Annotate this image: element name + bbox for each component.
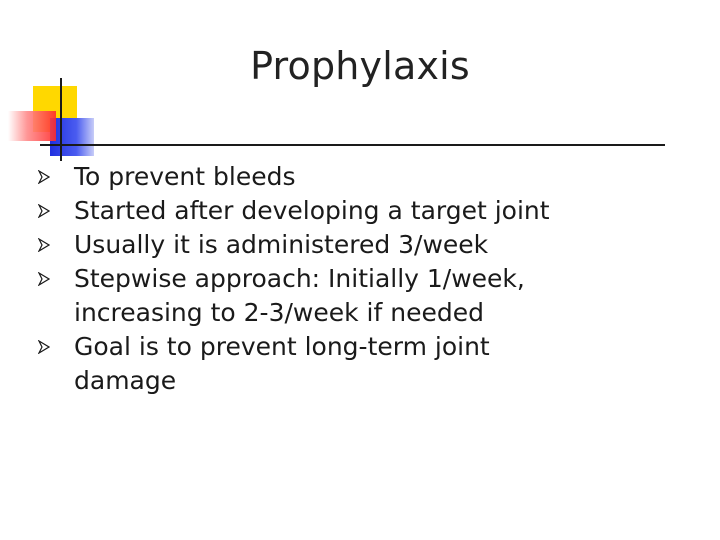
bullet-text: Usually it is administered 3/week xyxy=(74,230,489,259)
bullet-item xyxy=(0,228,720,262)
arrowhead-icon xyxy=(38,228,58,262)
bullet-text: Started after developing a target joint xyxy=(74,196,550,225)
bullet-text: To prevent bleeds xyxy=(74,162,296,191)
bullet-item xyxy=(0,262,720,330)
bullet-text-line: Stepwise approach: Initially 1/week, xyxy=(74,264,525,293)
logo-vertical-rule xyxy=(60,78,62,161)
bullet-item xyxy=(0,160,720,194)
logo-blue-square xyxy=(50,118,94,156)
logo-red-bar xyxy=(8,111,56,141)
title-underline-rule xyxy=(40,144,665,146)
bullet-text-line: damage xyxy=(74,366,177,395)
bullet-item xyxy=(0,330,720,398)
arrowhead-icon xyxy=(38,262,58,296)
bullet-text-line: increasing to 2-3/week if needed xyxy=(74,298,484,327)
slide-title: Prophylaxis xyxy=(250,44,470,88)
bullet-text-line: Goal is to prevent long-term joint xyxy=(74,332,490,361)
bullet-list xyxy=(0,160,720,398)
arrowhead-icon xyxy=(38,160,58,194)
arrowhead-icon xyxy=(38,330,58,364)
arrowhead-icon xyxy=(38,194,58,228)
bullet-item xyxy=(0,194,720,228)
